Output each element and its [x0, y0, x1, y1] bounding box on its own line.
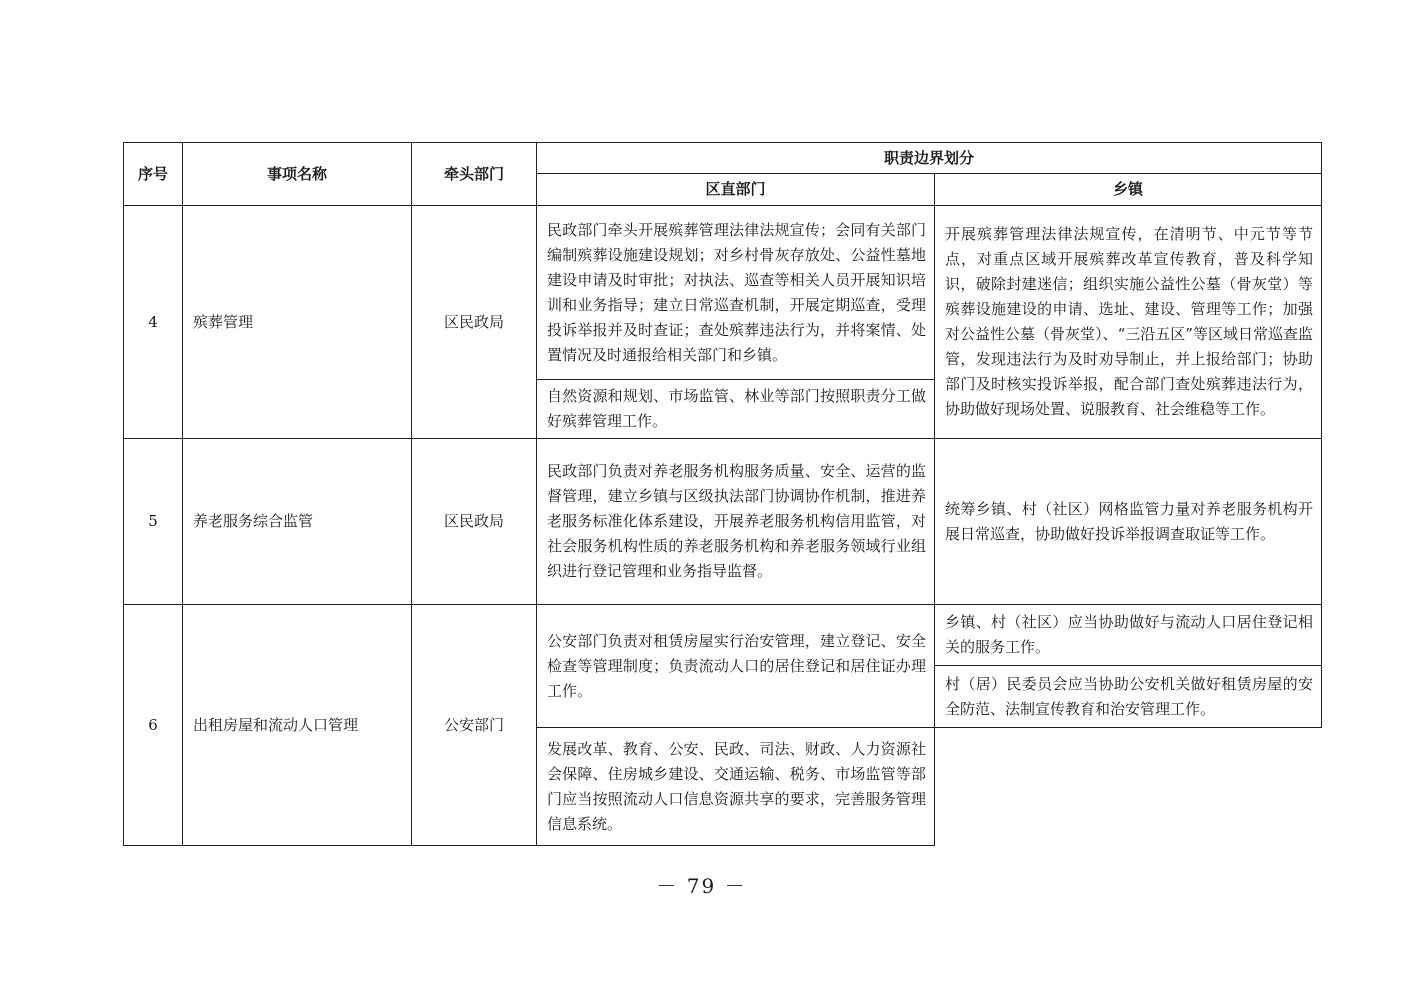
district-duty-cell: 民政部门负责对养老服务机构服务质量、安全、运营的监督管理，建立乡镇与区级执法部门协调协作机制，推进养老服务标准化体系建设，开展养老服务机构信用监管，对社会服务机构性质的养老服务机构和养老服务领域行业组织进行登记管理和业务指导监督。: [537, 439, 935, 605]
header-lead-dept: 牵头部门: [412, 143, 537, 206]
township-duty-cell: 村（居）民委员会应当协助公安机关做好租赁房屋的安全防范、法制宣传教育和治安管理工作。: [935, 666, 1322, 728]
row-item-name: 养老服务综合监管: [183, 439, 412, 605]
row-lead-dept: 区民政局: [412, 206, 537, 439]
row-lead-dept: 区民政局: [412, 439, 537, 605]
district-duty-cell: 公安部门负责对租赁房屋实行治安管理，建立登记、安全检查等管理制度；负责流动人口的居住登记和居住证办理工作。: [537, 605, 935, 728]
district-duty-cell: 发展改革、教育、公安、民政、司法、财政、人力资源社会保障、住房城乡建设、交通运输、税务、市场监管等部门应当按照流动人口信息资源共享的要求，完善服务管理信息系统。: [537, 728, 935, 846]
township-duty-cell: 乡镇、村（社区）应当协助做好与流动人口居住登记相关的服务工作。: [935, 605, 1322, 666]
township-duty-cell: 统筹乡镇、村（社区）网格监管力量对养老服务机构开展日常巡查，协助做好投诉举报调查取证等工作。: [935, 439, 1322, 605]
header-item-name: 事项名称: [183, 143, 412, 206]
empty-cell: [935, 728, 1322, 846]
responsibility-table: [123, 142, 1322, 846]
township-duty-cell: 开展殡葬管理法律法规宣传，在清明节、中元节等节点，对重点区域开展殡葬改革宣传教育，普及科学知识，破除封建迷信；组织实施公益性公墓（骨灰堂）等殡葬设施建设的申请、选址、建设、管理等工作；加强对公益性公墓（骨灰堂）、“三沿五区”等区域日常巡查监管，发现违法行为及时劝导制止，并上报给部门；协助部门及时核实投诉举报，配合部门查处殡葬违法行为，协助做好现场处置、说服教育、社会维稳等工作。: [935, 206, 1322, 439]
row-lead-dept: 公安部门: [412, 605, 537, 846]
header-district-dept: 区直部门: [537, 174, 935, 206]
row-item-name: 出租房屋和流动人口管理: [183, 605, 412, 846]
row-item-name: 殡葬管理: [183, 206, 412, 439]
row-seq: 5: [124, 439, 183, 605]
page-number: － 79 －: [656, 874, 747, 898]
district-duty-cell: 民政部门牵头开展殡葬管理法律法规宣传；会同有关部门编制殡葬设施建设规划；对乡村骨灰存放处、公益性墓地建设申请及时审批；对执法、巡查等相关人员开展知识培训和业务指导；建立日常巡查机制，开展定期巡查，受理投诉举报并及时查证；查处殡葬违法行为，并将案情、处置情况及时通报给相关部门和乡镇。: [537, 206, 935, 380]
row-seq: 4: [124, 206, 183, 439]
row-seq: 6: [124, 605, 183, 846]
header-township: 乡镇: [935, 174, 1322, 206]
header-seq: 序号: [124, 143, 183, 206]
district-duty-cell: 自然资源和规划、市场监管、林业等部门按照职责分工做好殡葬管理工作。: [537, 380, 935, 439]
header-boundary: 职责边界划分: [537, 143, 1322, 174]
